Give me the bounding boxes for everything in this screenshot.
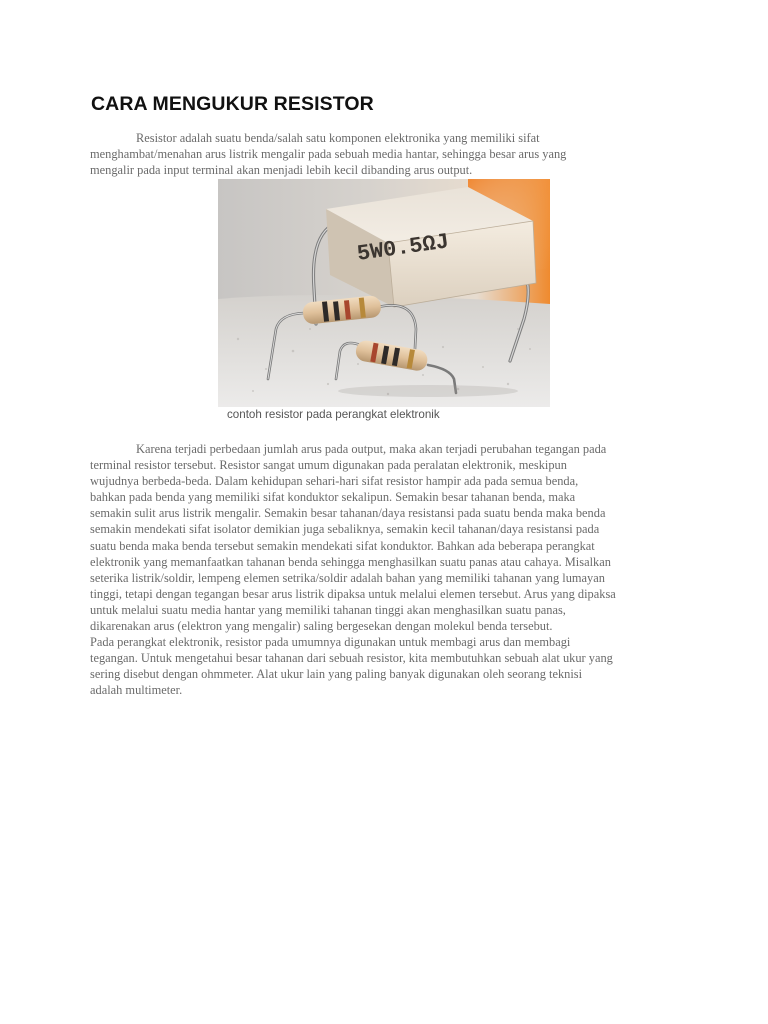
text-line: untuk melalui suatu media hantar yang memiliki tahanan tinggi akan menghasilkan suatu panas, [90, 602, 566, 617]
text-line: seterika listrik/soldir, lempeng elemen setrika/soldir adalah bahan yang memiliki tahanan yang lumayan [90, 570, 605, 585]
text-line: tegangan. Untuk mengetahui besar tahanan dari sebuah resistor, kita membutuhkan sebuah alat ukur yang [90, 651, 613, 666]
text-line: terminal resistor tersebut. Resistor sangat umum digunakan pada peralatan elektronik, meskipun [90, 458, 567, 473]
text-line: bahkan pada benda yang memiliki sifat konduktor sekalipun. Semakin besar tahanan benda, maka [90, 490, 576, 505]
figure-caption: contoh resistor pada perangkat elektronik [227, 408, 440, 421]
resistor-photo [218, 179, 550, 407]
resistor-marking: 5W0.5ΩJ [355, 229, 451, 267]
text-line: elektronik yang memanfaatkan tahanan benda sehingga menghasilkan suatu panas atau cahaya. Misalkan [90, 554, 611, 569]
text-line: wujudnya berbeda-beda. Dalam kehidupan sehari-hari sifat resistor hampir ada pada semua benda, [90, 474, 579, 489]
intro-paragraph [90, 130, 680, 178]
text-line: dikarenakan arus (elektron yang mengalir) saling bergesekan dengan molekul benda tersebut. [90, 619, 553, 634]
text-line: Pada perangkat elektronik, resistor pada umumnya digunakan untuk membagi arus dan membagi [90, 635, 571, 650]
text-line: semakin mendekati sifat isolator demikian juga sebaliknya, semakin kecil tahanan/daya resistansi pada [90, 522, 600, 537]
text-line: sering disebut dengan ohmmeter. Alat ukur lain yang paling banyak digunakan oleh seorang teknisi [90, 667, 583, 682]
page-title: CARA MENGUKUR RESISTOR [91, 93, 374, 115]
body-paragraph [90, 441, 680, 699]
text-line: tinggi, tetapi dengan tegangan besar arus listrik dipaksa untuk melalui elemen tersebut. Arus yang dipaksa [90, 586, 616, 601]
text-line: menghambat/menahan arus listrik mengalir pada sebuah media hantar, sehingga besar arus yang [90, 147, 567, 162]
text-line: Resistor adalah suatu benda/salah satu komponen elektronika yang memiliki sifat [136, 131, 540, 145]
text-line: Karena terjadi perbedaan jumlah arus pada output, maka akan terjadi perubahan tegangan pada [136, 442, 607, 456]
text-line: suatu benda maka benda tersebut semakin mendekati sifat konduktor. Bahkan ada beberapa perangkat [90, 538, 595, 553]
text-line: mengalir pada input terminal akan menjadi lebih kecil dibanding arus output. [90, 163, 473, 178]
text-line: semakin sulit arus listrik mengalir. Semakin besar tahanan/daya resistansi pada suatu benda maka benda [90, 506, 606, 521]
text-line: adalah multimeter. [90, 683, 183, 698]
